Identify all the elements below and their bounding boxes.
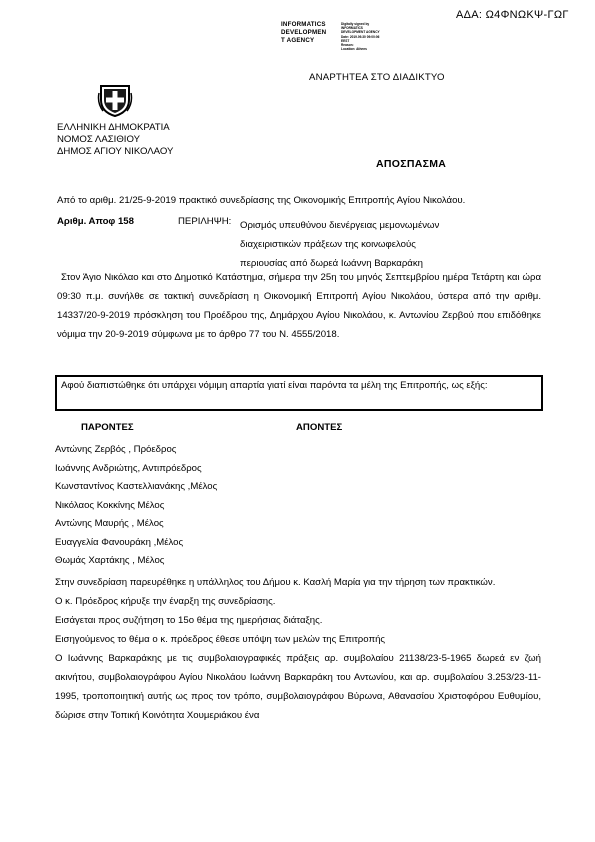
signature-details xyxy=(341,22,411,51)
signature-detail-line: DEVELOPMENT AGENCY xyxy=(341,30,380,35)
member-item: Αντώνης Ζερβός , Πρόεδρος xyxy=(55,444,177,455)
meeting-paragraph: Στον Άγιο Νικόλαο και στο Δημοτικό Κατάστημα, σήμερα την 25η του μηνός Σεπτεμβρίου ημέρα Τετάρτη και ώρα 09:30 π.μ. συνήλθε σε τακτική συνεδρίαση η Οικονομική Επιτροπή Αγίου Νικολάου, ύστερα από την αριθμ. 14337/20-9-2019 πρόσκληση του Προέδρου της, Δημάρχου Αγίου Νικολάου, κ. Αντωνίου Ζερβού που επιδόθηκε νόμιμα την 20-9-2019 σύμφωνα με το άρθρο 77 του Ν. 4555/2018. xyxy=(57,272,541,340)
body-paragraph: Ο Ιωάννης Βαρκαράκης με τις συμβολαιογραφικές πράξεις αρ. συμβολαίου 21138/23-5-1965 δωρεά εν ζωή ακινήτου, συμβολαιογράφου Αγίου Νικολάου Ιωάννη Βαρκαράκη του Αντωνίου, και αρ. συμβολαίου 3.253/23-11-1995, τροποποιητική αυτής ως προς τον τρόπο, συμβολαιογράφου Βύρωνα, Αθανασίου Χριστοφόρου Ευθυμίου, δώρισε στην Τοπική Κοινότητα Χουμεριάκου ένα xyxy=(55,653,541,721)
body-paragraph: Ο κ. Πρόεδρος κήρυξε την έναρξη της συνεδρίασης. xyxy=(55,596,276,607)
quorum-box xyxy=(55,375,543,411)
signature-org-line: T AGENCY xyxy=(281,36,315,44)
intro-line: Από το αριθμ. 21/25-9-2019 πρακτικό συνεδρίασης της Οικονομικής Επιτροπής Αγίου Νικολάου. xyxy=(57,195,466,206)
body-paragraphs xyxy=(55,573,541,725)
body-paragraph: Εισηγούμενος το θέμα ο κ. πρόεδρος έθεσε υπόψη των μελών της Επιτροπής xyxy=(55,634,386,645)
publish-online-label: ΑΝΑΡΤΗΤΕΑ ΣΤΟ ΔΙΑΔΙΚΤΥΟ xyxy=(309,72,445,83)
signature-detail-line: Reason: xyxy=(341,43,354,48)
signature-org-line: INFORMATICS xyxy=(281,21,326,28)
present-heading: ΠΑΡΟΝΤΕΣ xyxy=(81,422,134,433)
member-item: Ιωάννης Ανδριώτης, Αντιπρόεδρος xyxy=(55,462,202,474)
summary-label: ΠΕΡΙΛΗΨΗ: xyxy=(178,216,232,227)
summary-text xyxy=(240,216,439,273)
body-paragraph: Εισάγεται προς συζήτηση το 15ο θέμα της ημερήσιας διάταξης. xyxy=(55,615,323,626)
signature-org-name xyxy=(281,21,341,44)
signature-detail-line: Digitally signed by xyxy=(341,22,370,26)
signature-detail-line: Date: 2019.09.30 09:00:06 xyxy=(341,34,380,39)
summary-line: περιουσίας από δωρεά Ιωάννη Βαρκαράκη xyxy=(240,258,423,269)
member-item: Ευαγγελία Φανουράκη ,Μέλος xyxy=(55,536,184,548)
document-title: ΑΠΟΣΠΑΣΜΑ xyxy=(376,158,447,170)
signature-detail-line: INFORMATICS xyxy=(341,26,363,31)
member-item: Αντώνης Μαυρής , Μέλος xyxy=(55,518,164,529)
absent-heading: ΑΠΟΝΤΕΣ xyxy=(296,422,343,433)
issuer-line: ΝΟΜΟΣ ΛΑΣΙΘΙΟΥ xyxy=(57,134,140,145)
signature-detail-line: Location: Athens xyxy=(341,47,367,52)
ada-code: ΑΔΑ: Ω4ΦΝΩΚΨ-ΓΩΓ xyxy=(456,9,569,21)
decision-number: Αριθμ. Αποφ 158 xyxy=(57,216,134,227)
greek-coat-of-arms-icon xyxy=(97,83,133,118)
signature-detail-line: EEST xyxy=(341,38,350,43)
member-item: Θωμάς Χαρτάκης , Μέλος xyxy=(55,555,165,566)
signature-org-line: DEVELOPMEN xyxy=(281,28,327,36)
body-paragraph: Στην συνεδρίαση παρευρέθηκε η υπάλληλος του Δήμου κ. Κασλή Μαρία για την τήρηση των πρακτικών. xyxy=(55,577,496,588)
member-item: Κωνσταντίνος Καστελλιανάκης ,Μέλος xyxy=(55,481,218,492)
quorum-text: Αφού διαπιστώθηκε ότι υπάρχει νόμιμη απαρτία γιατί είναι παρόντα τα μέλη της Επιτροπής, ως εξής: xyxy=(61,380,488,391)
summary-line: Ορισμός υπευθύνου διενέργειας μεμονωμένων xyxy=(240,220,440,231)
member-item: Νικόλαος Κοκκίνης Μέλος xyxy=(55,499,165,511)
issuer-line: ΕΛΛΗΝΙΚΗ ΔΗΜΟΚΡΑΤΙΑ xyxy=(57,122,170,133)
members-list xyxy=(55,441,217,571)
issuer-header xyxy=(57,122,173,158)
issuer-line: ΔΗΜΟΣ ΑΓΙΟΥ ΝΙΚΟΛΑΟΥ xyxy=(57,146,174,157)
summary-line: διαχειριστικών πράξεων της κοινωφελούς xyxy=(240,239,416,250)
